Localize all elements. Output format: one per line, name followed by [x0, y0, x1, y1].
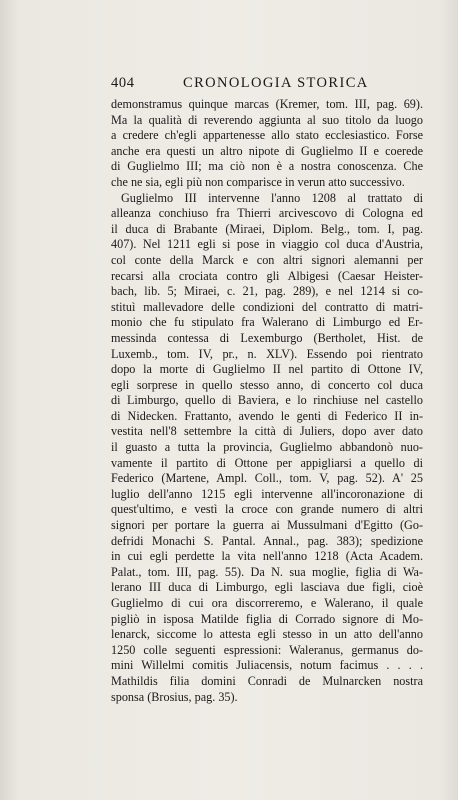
text-line: egli sorprese in quello stesso anno, di concerto col duca [111, 377, 423, 392]
text-line: anche era questi un altro nipote di Guglielmo II e coerede [111, 143, 423, 158]
text-line: il guasto a tutta la provincia, Guglielmo abbandonò nuo- [111, 440, 423, 455]
text-line: stituì mallevadore delle condizioni del contratto di matri- [111, 299, 423, 314]
text-line: quest'ultimo, e vestì la croce con grande numero di altri [111, 502, 423, 517]
text-line: Ma la qualità di reverendo aggiunta al suo titolo da luogo [111, 112, 423, 127]
text-line: bach, lib. 5; Miraei, c. 21, pag. 289), e nel 1214 si co- [111, 284, 423, 299]
text-line: alleanza conchiuso fra Thierri arcivescovo di Cologna ed [111, 206, 423, 221]
text-line: signori per portare la guerra ai Mussulmani d'Egitto (Go- [111, 518, 423, 533]
text-line: pigliò in isposa Matilde figlia di Corrado signore di Mo- [111, 611, 423, 626]
text-line: Mathildis filia domini Conradi de Mulnarcken nostra [111, 673, 423, 688]
text-line: lenarck, siccome lo attesta egli stesso in un atto dell'anno [111, 627, 423, 642]
text-line: monio che fu stipulato fra Walerano di Limburgo ed Er- [111, 315, 423, 330]
text-line: mini Willelmi comitis Juliacensis, notum facimus . . . . [111, 658, 423, 673]
text-line: dopo la morte di Guglielmo II nel partito di Ottone IV, [111, 362, 423, 377]
text-line: Luxemb., tom. IV, pr., n. XLV). Essendo poi rientrato [111, 346, 423, 361]
text-line: a credere ch'egli appartenesse allo stato ecclesiastico. Forse [111, 128, 423, 143]
page-number: 404 [111, 75, 135, 91]
text-line: lerano III duca di Limburgo, egli lasciava due figli, cioè [111, 580, 423, 595]
text-line: demonstramus quinque marcas (Kremer, tom. III, pag. 69). [111, 97, 423, 111]
text-line: 1250 colle seguenti espressioni: Waleranus, germanus do- [111, 642, 423, 657]
text-line: Palat., tom. III, pag. 55). Da N. sua moglie, figlia di Wa- [111, 564, 423, 579]
text-line: di Nidecken. Frattanto, avendo le genti di Federico II in- [111, 408, 423, 423]
running-head: CRONOLOGIA STORICA [183, 75, 369, 91]
text-line: Federico (Martene, Ampl. Coll., tom. V, pag. 52). A' 25 [111, 471, 423, 486]
text-line: messinda contessa di Lexemburgo (Bertholet, Hist. de [111, 330, 423, 345]
text-line: luglio dell'anno 1215 egli intervenne all'incoronazione di [111, 486, 423, 501]
text-line: Guglielmo di cui ora discorreremo, e Walerano, il quale [111, 596, 423, 610]
text-line: col conte della Marck e con altri signori alemanni per [111, 252, 423, 267]
text-line: il duca di Brabante (Miraei, Diplom. Belg., tom. I, pag. [111, 221, 423, 236]
text-line: vamente il partito di Ottone per appigliarsi a quello di [111, 455, 423, 470]
text-line: defridi Monachi S. Pantal. Annal., pag. 383); spedizione [111, 533, 423, 548]
text-line: di Limburgo, quello di Baviera, e lo rinchiuse nel castello [111, 393, 423, 408]
text-line: sponsa (Brosius, pag. 35). [111, 689, 238, 704]
page-header [111, 75, 423, 95]
text-line: Guglielmo III intervenne l'anno 1208 al trattato di [121, 190, 423, 205]
text-line: recarsi alla crociata contro gli Albigesi (Caesar Heister- [111, 268, 423, 283]
text-line: in cui egli perdette la vita nell'anno 1218 (Acta Academ. [111, 549, 423, 564]
text-line: vestita nell'8 settembre la città di Juliers, dopo aver dato [111, 424, 423, 439]
text-line: che ne sia, egli più non comparisce in verun atto successivo. [111, 174, 405, 189]
body-text [111, 97, 423, 705]
text-line: di Guglielmo III; ma ciò non è a nostra conoscenza. Che [111, 159, 423, 174]
text-line: 407). Nel 1211 egli si pose in viaggio col duca d'Austria, [111, 237, 423, 252]
